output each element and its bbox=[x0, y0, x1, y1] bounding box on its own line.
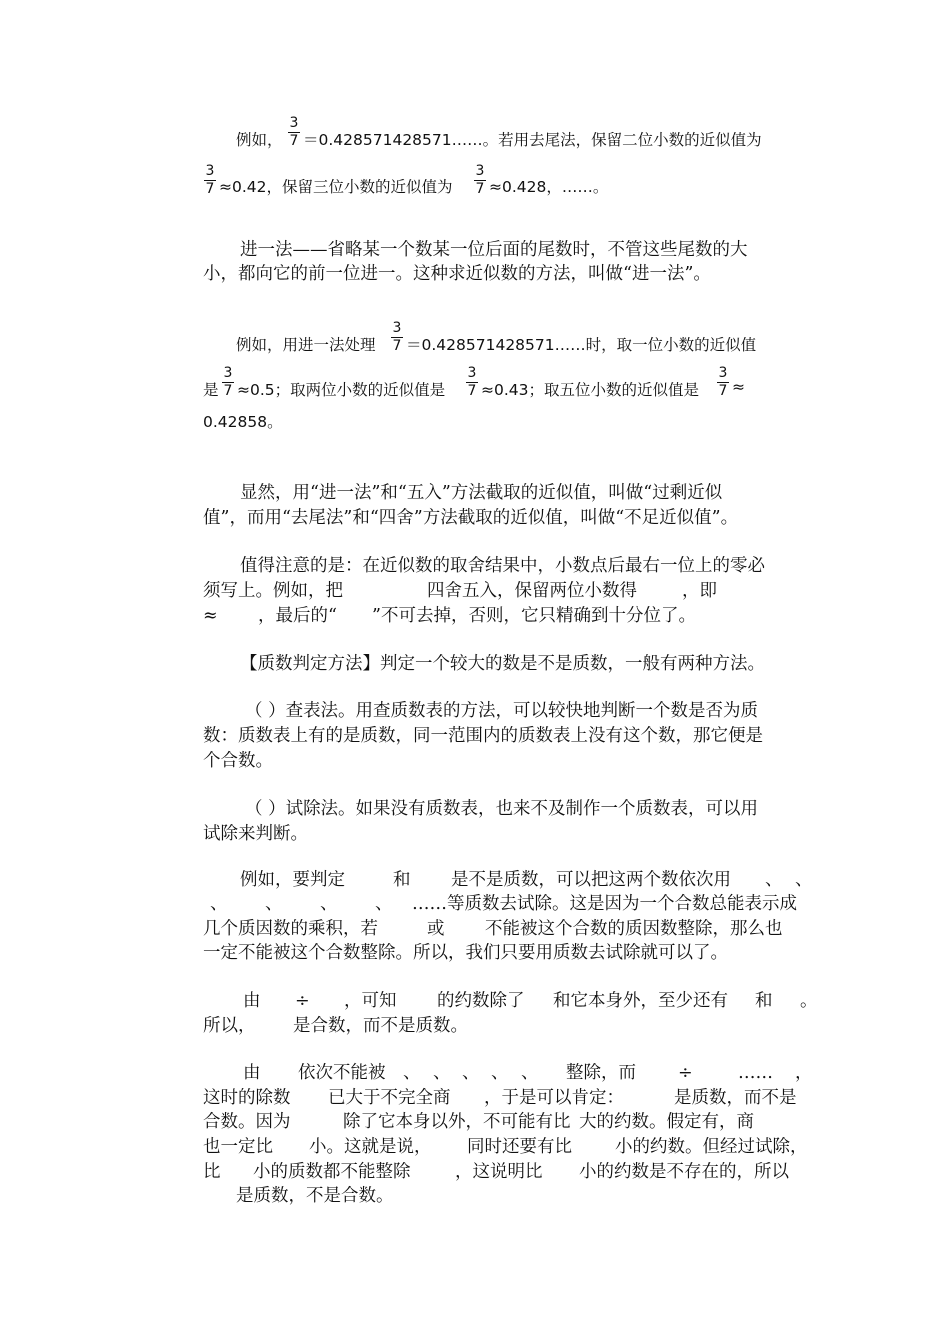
example3-line2-d: 、 bbox=[375, 894, 393, 914]
you2-line1-b: 依次不能被 bbox=[298, 1063, 386, 1083]
example3-line1-d: 、 bbox=[765, 870, 783, 890]
you1-line1-c: ，可知 bbox=[344, 991, 397, 1011]
example3-line1-c: 是不是质数，可以把这两个数依次用 bbox=[451, 870, 731, 890]
example2-line2-prefix: 是 bbox=[203, 381, 219, 399]
you2-line4-c: 同时还要有比 bbox=[467, 1137, 572, 1157]
example2-line1-text: ＝0.428571428571……时，取一位小数的近似值 bbox=[406, 336, 757, 354]
you1-line1-b: ÷ bbox=[295, 991, 310, 1011]
you2-line1-i: ÷ bbox=[678, 1063, 693, 1083]
you2-line1-f: 、 bbox=[491, 1063, 509, 1083]
you2-line2-d: 是质数，而不是 bbox=[674, 1088, 797, 1108]
chabiao-line2: 数：质数表上有的是质数，同一范围内的质数表上没有这个数，那它便是 bbox=[203, 726, 763, 746]
chabiao-line1: （ ）查表法。用查质数表的方法，可以较快地判断一个数是否为质 bbox=[245, 701, 759, 721]
you2-line2-a: 这时的除数 bbox=[203, 1088, 291, 1108]
zhuyi-line3-b: ，最后的“ bbox=[258, 606, 337, 626]
you2-line3-a: 合数。因为 bbox=[203, 1112, 291, 1132]
you1-line1-e: 和它本身外，至少还有 bbox=[553, 991, 728, 1011]
jinyi-line2: 小，都向它的前一位进一。这种求近似数的方法，叫做“进一法”。 bbox=[203, 264, 711, 284]
fraction-denominator: 7 bbox=[205, 181, 215, 197]
example2-prefix: 例如，用进一法处理 bbox=[236, 336, 376, 354]
example3-line1-e: 、 bbox=[795, 870, 813, 890]
you2-line5-a: 比 bbox=[203, 1162, 221, 1182]
you2-line4-a: 也一定比 bbox=[203, 1137, 273, 1157]
fraction-numerator: 3 bbox=[223, 365, 233, 381]
fraction bbox=[716, 366, 730, 400]
fraction-denominator: 7 bbox=[475, 181, 485, 197]
shichu-line1: （ ）试除法。如果没有质数表，也来不及制作一个质数表，可以用 bbox=[245, 799, 759, 819]
you1-line1-a: 由 bbox=[243, 991, 261, 1011]
fraction bbox=[203, 164, 217, 198]
example2-line2-seg3: ≈ bbox=[732, 378, 745, 396]
you2-line3-b: 除了它本身以外，不可能有比 bbox=[343, 1112, 571, 1132]
fraction bbox=[473, 164, 487, 198]
example3-line3-a: 几个质因数的乘积，若 bbox=[203, 919, 378, 939]
example1-prefix: 例如， bbox=[236, 131, 283, 149]
you1-line1-g: 。 bbox=[800, 991, 818, 1011]
example2-line2-seg2: ≈0.43；取五位小数的近似值是 bbox=[481, 381, 699, 399]
you2-line1-g: 、 bbox=[521, 1063, 539, 1083]
fraction-numerator: 3 bbox=[467, 365, 477, 381]
zhuyi-line2-b: 四舍五入，保留两位小数得 bbox=[427, 581, 637, 601]
fraction bbox=[221, 366, 235, 400]
you2-line4-d: 小的约数。但经过试除， bbox=[615, 1137, 808, 1157]
fraction-numerator: 3 bbox=[289, 115, 299, 131]
fraction-numerator: 3 bbox=[392, 320, 402, 336]
you2-line5-d: 小的约数是不存在的，所以 bbox=[579, 1162, 789, 1182]
you1-line1-d: 的约数除了 bbox=[437, 991, 525, 1011]
you2-line1-c: 、 bbox=[403, 1063, 421, 1083]
zhuyi-line1: 值得注意的是：在近似数的取舍结果中，小数点后最右一位上的零必 bbox=[240, 556, 765, 576]
you2-line5-c: ，这说明比 bbox=[455, 1162, 543, 1182]
you1-line2-a: 所以， bbox=[203, 1016, 256, 1036]
you1-line1-f: 和 bbox=[755, 991, 773, 1011]
fraction bbox=[390, 321, 404, 355]
zhuyi-line3-a: ≈ bbox=[203, 606, 218, 626]
zhuyi-line3-c: ”不可去掉，否则，它只精确到十分位了。 bbox=[372, 606, 696, 626]
chabiao-line3: 个合数。 bbox=[203, 751, 273, 771]
example1-line1-text: ＝0.428571428571……。若用去尾法，保留二位小数的近似值为 bbox=[303, 131, 762, 149]
fraction-denominator: 7 bbox=[718, 383, 728, 399]
fraction-numerator: 3 bbox=[718, 365, 728, 381]
shichu-line2: 试除来判断。 bbox=[203, 824, 308, 844]
fraction bbox=[465, 366, 479, 400]
you2-line2-b: 已大于不完全商 bbox=[328, 1088, 451, 1108]
fraction-numerator: 3 bbox=[205, 163, 215, 179]
example3-line1-a: 例如，要判定 bbox=[240, 870, 345, 890]
example3-line3-c: 不能被这个合数的质因数整除，那么也 bbox=[485, 919, 783, 939]
zhuyi-line2-a: 须写上。例如，把 bbox=[203, 581, 343, 601]
you2-line1-k: ， bbox=[795, 1063, 813, 1083]
zhishu-heading: 【质数判定方法】判定一个较大的数是不是质数，一般有两种方法。 bbox=[240, 654, 765, 674]
you2-line4-b: 小。这就是说， bbox=[309, 1137, 432, 1157]
example1-line2-text-a: ≈0.42，保留三位小数的近似值为 bbox=[219, 178, 453, 196]
you2-line1-a: 由 bbox=[243, 1063, 261, 1083]
you2-line3-c: 大的约数。假定有，商 bbox=[579, 1112, 754, 1132]
you2-line1-h: 整除，而 bbox=[566, 1063, 636, 1083]
you1-line2-b: 是合数，而不是质数。 bbox=[293, 1016, 468, 1036]
fraction-denominator: 7 bbox=[223, 383, 233, 399]
example2-line3: 0.42858。 bbox=[203, 413, 283, 431]
guosheng-line1: 显然，用“进一法”和“五入”方法截取的近似值，叫做“过剩近似 bbox=[240, 483, 723, 503]
example3-line1-b: 和 bbox=[393, 870, 411, 890]
you2-line1-e: 、 bbox=[462, 1063, 480, 1083]
fraction-denominator: 7 bbox=[392, 338, 402, 354]
you2-line1-d: 、 bbox=[433, 1063, 451, 1083]
you2-line6: 是质数，不是合数。 bbox=[236, 1186, 394, 1206]
example3-line3-b: 或 bbox=[427, 919, 445, 939]
example3-line2-e: ……等质数去试除。这是因为一个合数总能表示成 bbox=[412, 894, 797, 914]
fraction-numerator: 3 bbox=[475, 163, 485, 179]
jinyi-line1: 进一法——省略某一个数某一位后面的尾数时，不管这些尾数的大 bbox=[240, 240, 748, 260]
fraction-denominator: 7 bbox=[289, 133, 299, 149]
fraction-denominator: 7 bbox=[467, 383, 477, 399]
fraction bbox=[287, 116, 301, 150]
example1-line2-text-b: ≈0.428，……。 bbox=[489, 178, 609, 196]
example3-line2-b: 、 bbox=[265, 894, 283, 914]
you2-line1-j: …… bbox=[738, 1063, 773, 1083]
example3-line4: 一定不能被这个合数整除。所以，我们只要用质数去试除就可以了。 bbox=[203, 943, 728, 963]
example3-line2-c: 、 bbox=[320, 894, 338, 914]
you2-line5-b: 小的质数都不能整除 bbox=[253, 1162, 411, 1182]
example2-line2-seg1: ≈0.5；取两位小数的近似值是 bbox=[237, 381, 446, 399]
example3-line2-a: 、 bbox=[210, 894, 228, 914]
zhuyi-line2-c: ，即 bbox=[682, 581, 717, 601]
you2-line2-c: ，于是可以肯定： bbox=[484, 1088, 624, 1108]
guosheng-line2: 值”，而用“去尾法”和“四舍”方法截取的近似值，叫做“不足近似值”。 bbox=[203, 508, 739, 528]
